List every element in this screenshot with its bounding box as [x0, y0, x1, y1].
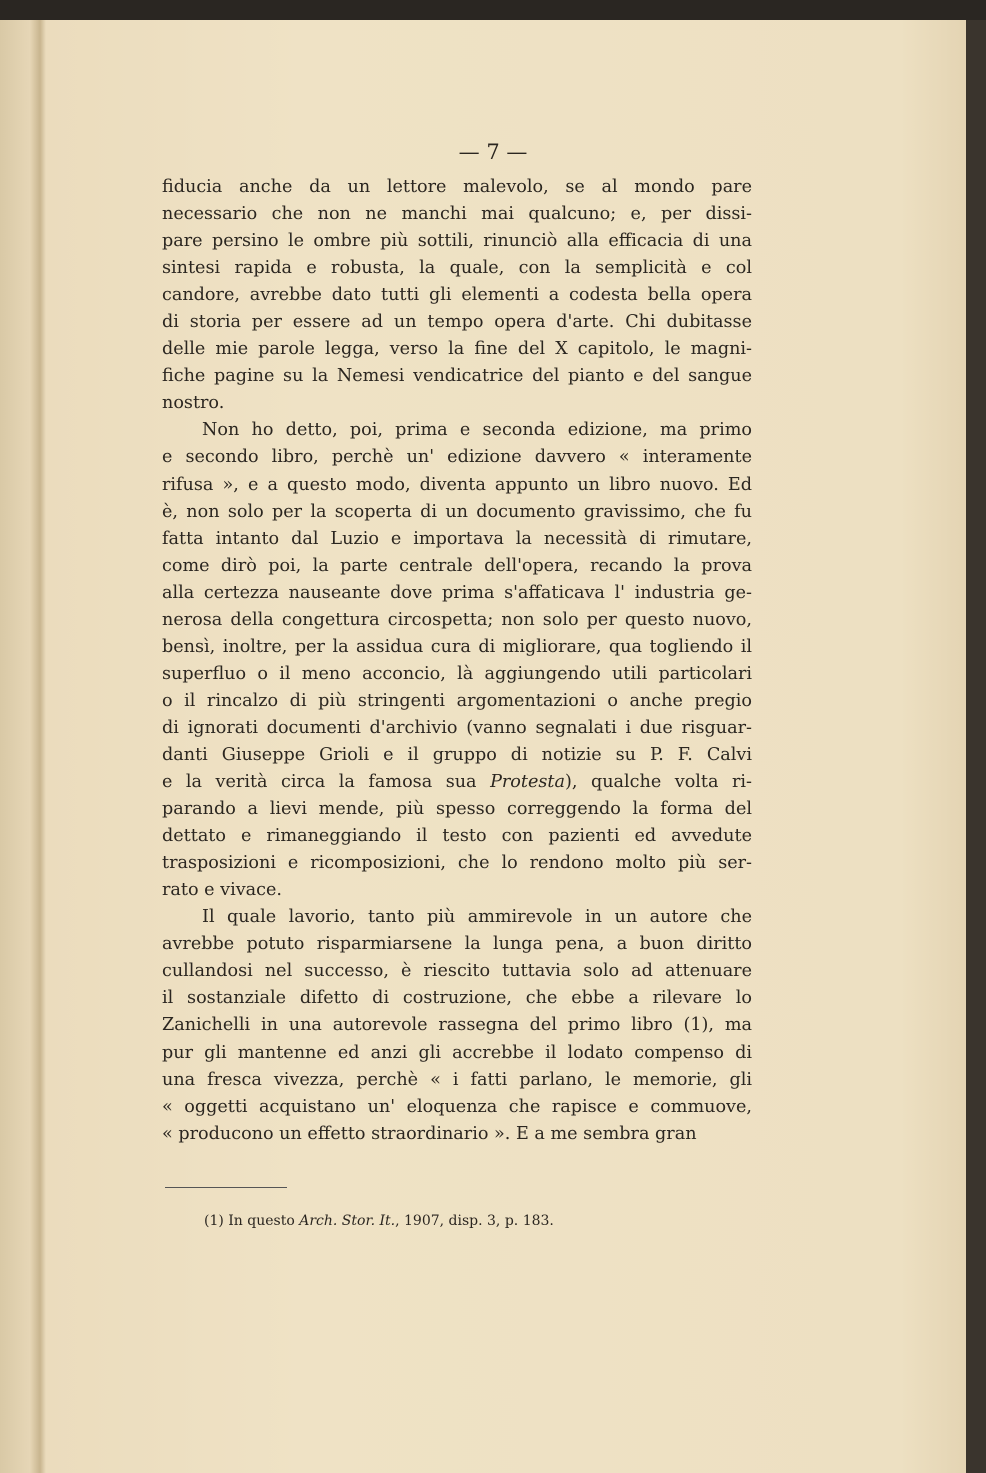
- italic-title: Protesta: [490, 772, 565, 793]
- text-line: dettato e rimaneggiando il testo con pazienti ed avvedute: [162, 826, 752, 847]
- body-text: [162, 174, 752, 1148]
- text-line: o il rincalzo di più stringenti argomentazioni o anche pregio: [162, 690, 752, 711]
- text-line: fatta intanto dal Luzio e importava la necessità di rimutare,: [162, 528, 752, 549]
- footnote-rule: [165, 1187, 287, 1188]
- text-line: pur gli mantenne ed anzi gli accrebbe il lodato compenso di: [162, 1042, 752, 1063]
- page-number: — 7 —: [458, 140, 528, 164]
- text-line: il sostanziale difetto di costruzione, che ebbe a rilevare lo: [162, 988, 752, 1009]
- footnote-text: , 1907, disp. 3, p. 183.: [395, 1213, 554, 1229]
- text-line: « oggetti acquistano un' eloquenza che rapisce e commuove,: [162, 1096, 752, 1117]
- text-line: parando a lievi mende, più spesso correggendo la forma del: [162, 799, 752, 820]
- text-segment: ), qualche volta ri-: [564, 772, 752, 793]
- text-line: sintesi rapida e robusta, la quale, con la semplicità e col: [162, 258, 752, 279]
- text-line: Zanichelli in una autorevole rassegna del primo libro (1), ma: [162, 1015, 752, 1036]
- text-line: è, non solo per la scoperta di un documento gravissimo, che fu: [162, 501, 752, 522]
- text-line: cullandosi nel successo, è riescito tuttavia solo ad attenuare: [162, 961, 752, 982]
- text-line: una fresca vivezza, perchè « i fatti parlano, le memorie, gli: [162, 1069, 752, 1090]
- text-line: fiducia anche da un lettore malevolo, se al mondo pare: [162, 177, 752, 197]
- text-segment: e la verità circa la famosa sua: [162, 772, 491, 793]
- text-line: e secondo libro, perchè un' edizione davvero « interamente: [162, 447, 752, 468]
- text-line: danti Giuseppe Grioli e il gruppo di notizie su P. F. Calvi: [162, 744, 752, 765]
- text-line: pare persino le ombre più sottili, rinunciò alla efficacia di una: [162, 231, 752, 252]
- text-line: « producono un effetto straordinario ». E a me sembra gran: [162, 1123, 697, 1144]
- text-line: Il quale lavorio, tanto più ammirevole in un autore che: [202, 907, 752, 928]
- text-line: alla certezza nauseante dove prima s'affaticava l' industria ge-: [162, 582, 752, 603]
- text-line: di ignorati documenti d'archivio (vanno segnalati i due risguar-: [162, 717, 752, 738]
- text-line: come dirò poi, la parte centrale dell'opera, recando la prova: [162, 555, 752, 576]
- text-line: bensì, inoltre, per la assidua cura di migliorare, qua togliendo il: [162, 636, 752, 657]
- text-line: candore, avrebbe dato tutti gli elementi a codesta bella opera: [162, 285, 752, 306]
- text-line: superfluo o il meno acconcio, là aggiungendo utili particolari: [162, 663, 752, 684]
- footnote: [204, 1213, 554, 1229]
- text-line: Non ho detto, poi, prima e seconda edizione, ma primo: [202, 420, 752, 441]
- text-line: nerosa della congettura circospetta; non solo per questo nuovo,: [162, 609, 752, 630]
- footnote-italic-title: Arch. Stor. It.: [299, 1213, 396, 1229]
- text-line: rato e vivace.: [162, 880, 283, 901]
- text-line: avrebbe potuto risparmiarsene la lunga pena, a buon diritto: [162, 934, 752, 955]
- text-line: di storia per essere ad un tempo opera d'arte. Chi dubitasse: [162, 312, 752, 333]
- text-line: trasposizioni e ricomposizioni, che lo rendono molto più ser-: [162, 853, 752, 874]
- scan-border: [966, 20, 986, 1473]
- text-line: nostro.: [162, 393, 225, 414]
- text-line: fiche pagine su la Nemesi vendicatrice del pianto e del sangue: [162, 366, 752, 387]
- text-line: necessario che non ne manchi mai qualcuno; e, per dissi-: [162, 204, 752, 225]
- footnote-text: (1) In questo: [204, 1213, 300, 1229]
- text-line: delle mie parole legga, verso la fine del X capitolo, le magni-: [162, 339, 752, 360]
- text-line: rifusa », e a questo modo, diventa appunto un libro nuovo. Ed: [162, 474, 752, 495]
- text-line: [162, 769, 752, 796]
